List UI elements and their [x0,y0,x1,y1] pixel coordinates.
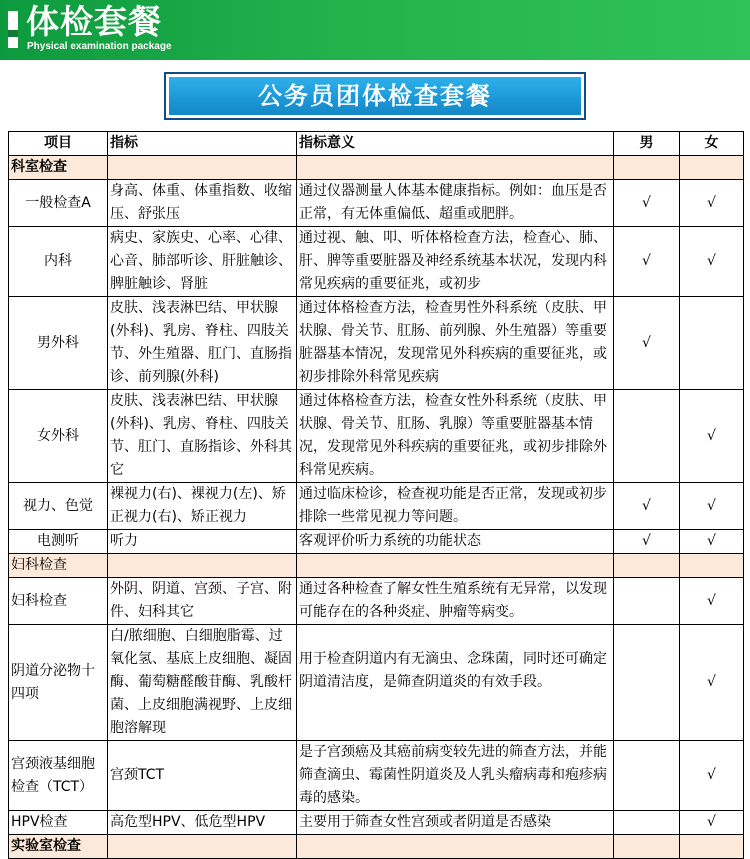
row-male-mark [614,741,680,811]
row-female-mark: √ [680,227,744,297]
table-row [9,530,744,554]
row-meaning-text: 用于检查阴道内有无滴虫、念珠菌，同时还可确定阴道清洁度，是筛查阴道炎的有效手段。 [299,651,607,690]
row-meaning-text: 通过体格检查方法，检查男性外科系统（皮肤、甲状腺、骨关节、肛肠、前列腺、外生殖器）等重要脏器基本情况，发现常见外科疾病的重要征兆，或初步排除外科常见疾病 [299,300,607,385]
table-header-row [9,132,744,156]
table-row [9,741,744,811]
row-indicator-text: 皮肤、浅表淋巴结、甲状腺(外科)、乳房、脊柱、四肢关节、肛门、直肠指诊、外科其它 [110,393,292,478]
table-row [9,483,744,530]
row-indicator-text: 病史、家族史、心率、心律、心音、肺部听诊、肝脏触诊、脾脏触诊、肾脏 [110,230,292,292]
package-title-frame [164,72,586,120]
row-project: 内科 [9,227,108,297]
row-project: 视力、色觉 [9,483,108,530]
row-indicator [108,390,297,483]
row-female-mark: √ [680,741,744,811]
row-female-mark: √ [680,625,744,741]
package-title: 公务员团体检查套餐 [169,77,581,115]
row-indicator-text: 皮肤、浅表淋巴结、甲状腺(外科)、乳房、脊柱、四肢关节、外生殖器、肛门、直肠指诊、前列腺(外科) [110,300,292,385]
row-indicator [108,578,297,625]
row-meaning: 主要用于筛查女性宫颈或者阴道是否感染 [297,811,614,835]
row-indicator [108,297,297,390]
table-row [9,625,744,741]
row-male-mark: √ [614,227,680,297]
header-indicator: 指标 [108,132,297,156]
row-male-mark [614,578,680,625]
row-meaning-text: 通过视、触、叩、听体格检查方法，检查心、肺、肝、脾等重要脏器及神经系统基本状况，发现内科常见疾病的重要征兆，或初步 [299,230,607,292]
row-meaning [297,625,614,741]
row-female-mark: √ [680,530,744,554]
row-meaning-text: 通过体格检查方法，检查女性外科系统（皮肤、甲状腺、骨关节、肛肠、乳腺）等重要脏器基本情况，发现常见外科疾病的重要征兆，或初步排除外科常见疾病。 [299,393,607,478]
table-row [9,390,744,483]
row-meaning: 客观评价听力系统的功能状态 [297,530,614,554]
row-male-mark [614,625,680,741]
row-indicator-text: 外阴、阴道、宫颈、子宫、附件、妇科其它 [110,581,292,620]
row-female-mark: √ [680,390,744,483]
row-project: HPV检查 [9,811,108,835]
header-banner [0,0,750,60]
section-label: 科室检查 [9,156,108,180]
row-female-mark: √ [680,483,744,530]
header-project: 项目 [9,132,108,156]
row-indicator: 听力 [108,530,297,554]
banner-accent-notch [8,30,18,37]
row-meaning [297,297,614,390]
row-indicator [108,227,297,297]
section-row [9,835,744,859]
row-female-mark: √ [680,811,744,835]
row-meaning [297,227,614,297]
row-project: 阴道分泌物十四项 [9,625,108,741]
table-row [9,297,744,390]
header-male: 男 [614,132,680,156]
row-male-mark [614,390,680,483]
table-row [9,578,744,625]
row-meaning-text: 通过临床检诊，检查视功能是否正常，发现或初步排除一些常见视力等问题。 [299,486,607,525]
banner-title: 体检套餐 [26,2,162,41]
table-row [9,227,744,297]
row-project: 一般检查A [9,180,108,227]
exam-table [8,131,744,859]
row-indicator [108,483,297,530]
row-indicator: 宫颈TCT [108,741,297,811]
row-male-mark: √ [614,180,680,227]
section-row [9,156,744,180]
row-indicator-text: 白/脓细胞、白细胞脂霉、过氧化氢、基底上皮细胞、凝固酶、葡萄糖醛酸苷酶、乳酸杆菌、上皮细胞满视野、上皮细胞溶解现 [110,628,292,736]
row-male-mark: √ [614,297,680,390]
row-male-mark: √ [614,483,680,530]
row-project: 电测听 [9,530,108,554]
table-row [9,180,744,227]
row-project: 宫颈液基细胞检查（TCT） [9,741,108,811]
header-female: 女 [680,132,744,156]
row-female-mark: √ [680,180,744,227]
banner-subtitle: Physical examination package [27,41,172,52]
row-meaning [297,578,614,625]
row-indicator-text: 裸视力(右)、裸视力(左)、矫正视力(右)、矫正视力 [110,486,286,525]
row-project: 妇科检查 [9,578,108,625]
row-meaning-text: 通过各种检查了解女性生殖系统有无异常，以发现可能存在的各种炎症、肿瘤等病变。 [299,581,607,620]
row-indicator [108,625,297,741]
row-meaning [297,390,614,483]
row-meaning-text: 是子宫颈癌及其癌前病变较先进的筛查方法，并能筛查滴虫、霉菌性阴道炎及人乳头瘤病毒和疱疹病毒的感染。 [299,744,607,806]
section-label: 妇科检查 [9,554,108,578]
row-indicator: 高危型HPV、低危型HPV [108,811,297,835]
row-female-mark [680,297,744,390]
section-label: 实验室检查 [9,835,108,859]
row-indicator: 身高、体重、体重指数、收缩压、舒张压 [108,180,297,227]
row-meaning: 通过仪器测量人体基本健康指标。例如：血压是否正常，有无体重偏低、超重或肥胖。 [297,180,614,227]
header-meaning: 指标意义 [297,132,614,156]
row-project: 男外科 [9,297,108,390]
section-row [9,554,744,578]
row-male-mark: √ [614,530,680,554]
row-meaning [297,483,614,530]
row-meaning [297,741,614,811]
row-female-mark: √ [680,578,744,625]
row-project: 女外科 [9,390,108,483]
